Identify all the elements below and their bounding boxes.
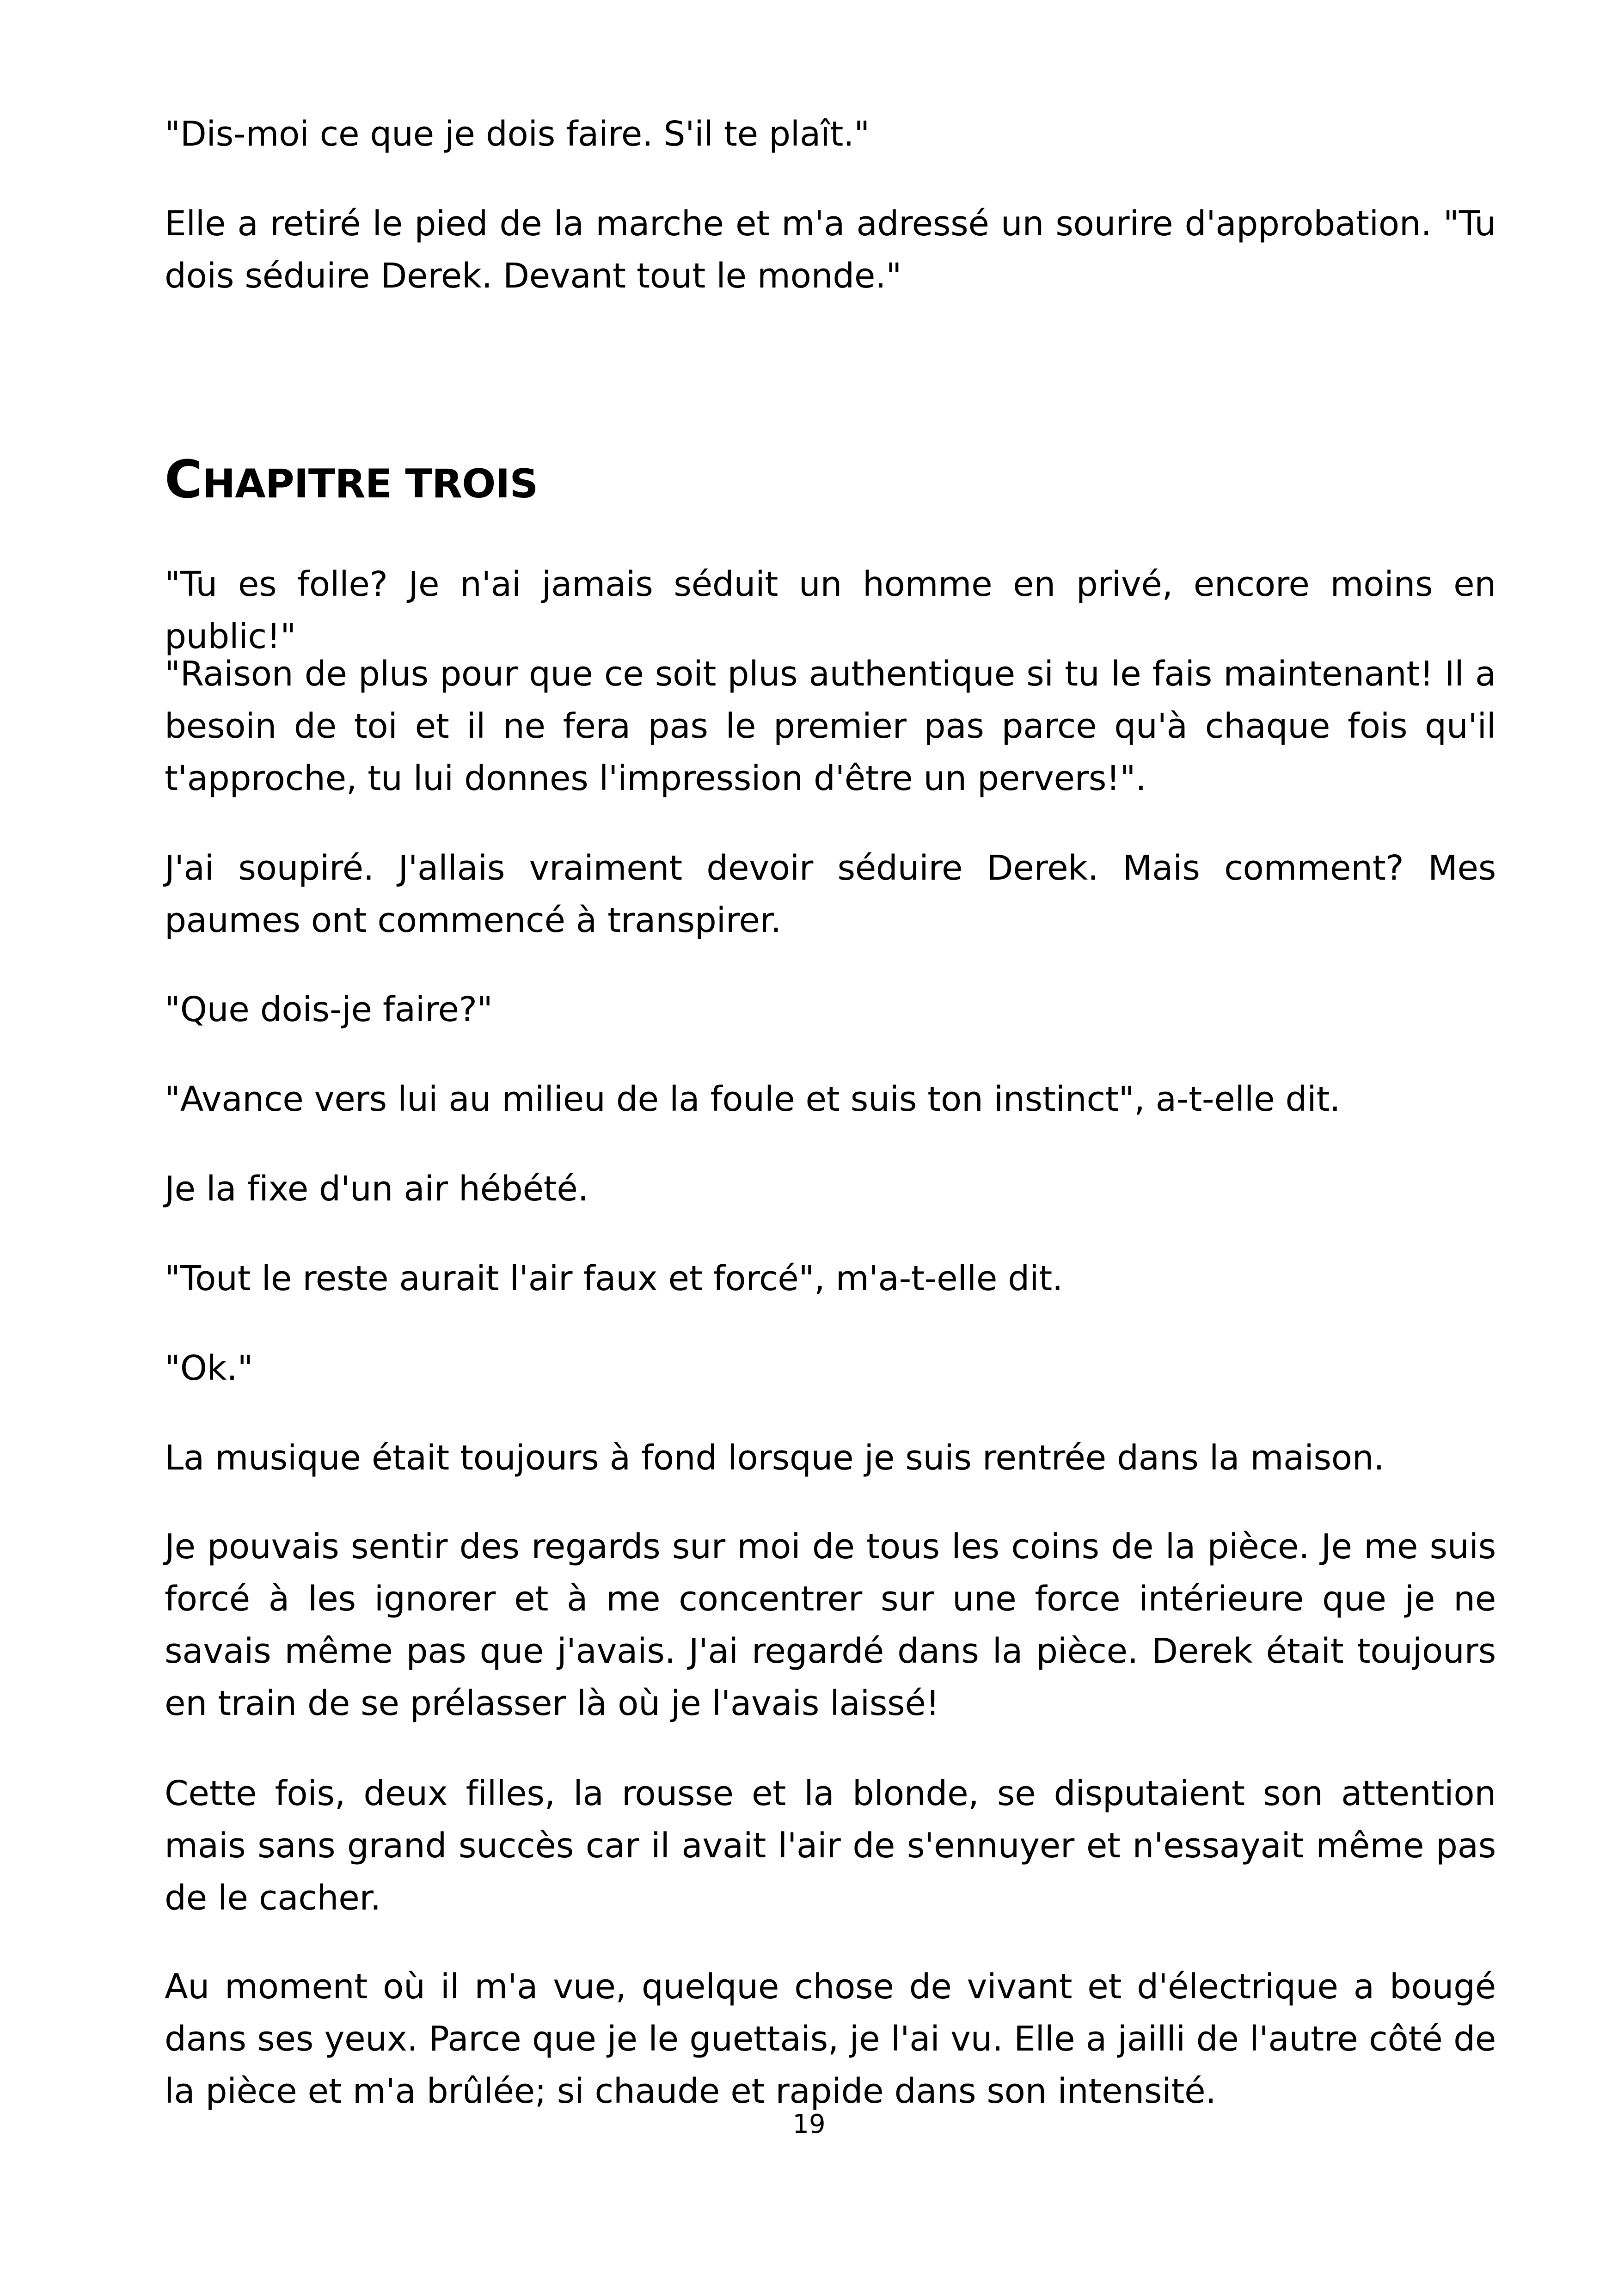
page-number: 19: [792, 2109, 826, 2139]
paragraph-la-musique: La musique était toujours à fond lorsque je suis rentrée dans la maison.: [165, 1438, 1385, 1478]
paragraph-regards: Je pouvais sentir des regards sur moi de tous les coins de la pièce. Je me suis forcé à les ignorer et à me concentrer sur une force intérieure que je ne savais même pas que j'avais. J'ai regardé dans la pièce. Derek était toujours en train de se prélasser là où je l'avais laissé!: [165, 1527, 1496, 1723]
chapter-title-initial: C: [165, 450, 202, 510]
chapter-title: [165, 447, 538, 516]
paragraph-approval-smile: Elle a retiré le pied de la marche et m'a adressé un sourire d'approbation. "Tu dois séduire Derek. Devant tout le monde.": [165, 204, 1496, 296]
paragraph-que-dois-je-faire: "Que dois-je faire?": [165, 990, 493, 1029]
paragraph-soupire: J'ai soupiré. J'allais vraiment devoir séduire Derek. Mais comment? Mes paumes ont commencé à transpirer.: [165, 848, 1496, 940]
paragraph-ok: "Ok.": [165, 1348, 253, 1388]
paragraph-au-moment: Au moment où il m'a vue, quelque chose de vivant et d'électrique a bougé dans ses yeux. Parce que je le guettais, je l'ai vu. Elle a jailli de l'autre côté de la pièce et m'a brûlée; si chaude et rapide dans son intensité.: [165, 1967, 1496, 2111]
paragraph-je-la-fixe: Je la fixe d'un air hébété.: [165, 1169, 588, 1209]
chapter-title-rest: HAPITRE TROIS: [202, 461, 538, 507]
paragraph-raison-de-plus: "Raison de plus pour que ce soit plus authentique si tu le fais maintenant! Il a besoin de toi et il ne fera pas le premier pas parce qu'à chaque fois qu'il t'approche, tu lui donnes l'impression d'être un pervers!".: [165, 654, 1496, 798]
paragraph-tout-le-reste: "Tout le reste aurait l'air faux et forcé", m'a-t-elle dit.: [165, 1259, 1063, 1298]
paragraph-tu-es-folle: "Tu es folle? Je n'ai jamais séduit un homme en privé, encore moins en public!": [165, 564, 1496, 656]
paragraph-dialogue-please: "Dis-moi ce que je dois faire. S'il te plaît.": [165, 114, 870, 154]
paragraph-avance-vers-lui: "Avance vers lui au milieu de la foule et suis ton instinct", a-t-elle dit.: [165, 1079, 1341, 1119]
paragraph-deux-filles: Cette fois, deux filles, la rousse et la blonde, se disputaient son attention mais sans grand succès car il avait l'air de s'ennuyer et n'essayait même pas de le cacher.: [165, 1774, 1496, 1918]
